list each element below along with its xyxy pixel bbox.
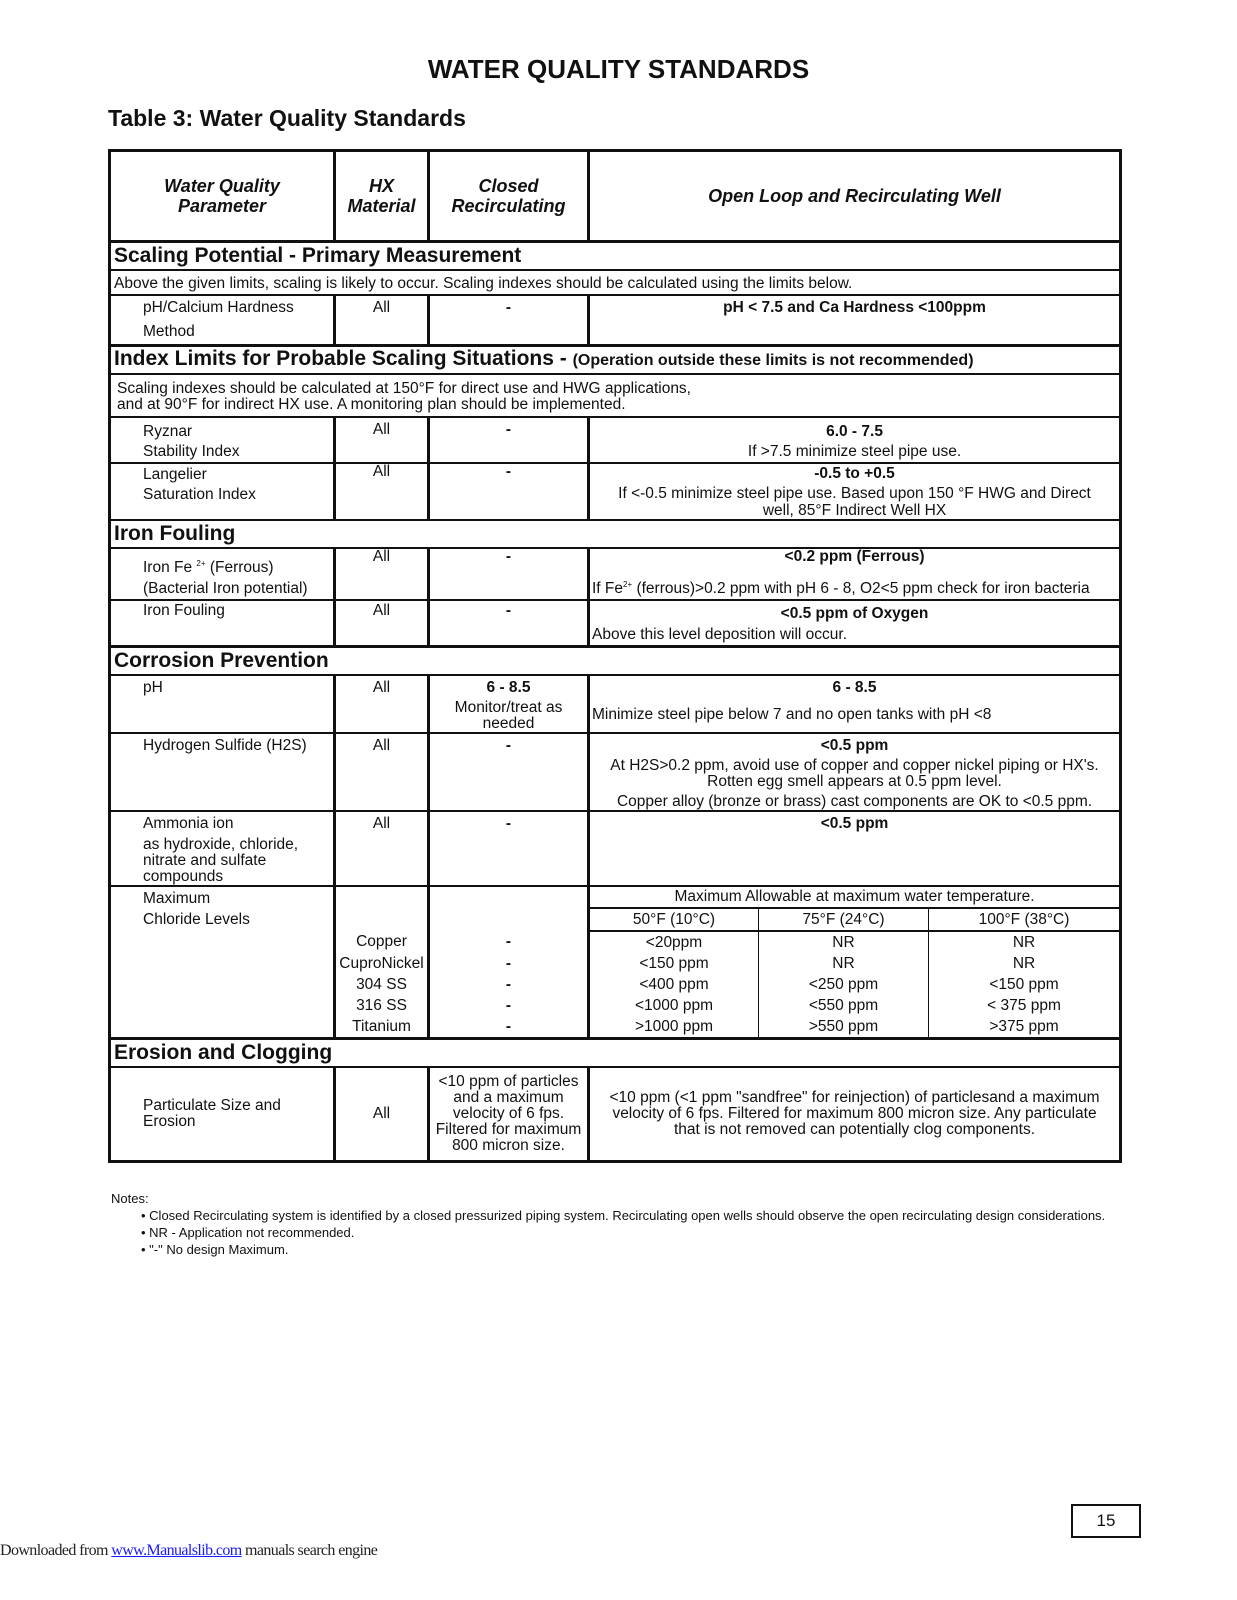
index-note: Scaling indexes should be calculated at 150°F for direct use and HWG applications, and at 90°F for indirect HX use. A monitoring plan should be implemented. xyxy=(110,374,1121,417)
chloride-material: Copper xyxy=(335,931,429,953)
closed-value: - xyxy=(429,548,589,600)
temp-50f: 50°F (10°C) xyxy=(589,908,759,931)
section-heading-iron-fouling: Iron Fouling xyxy=(110,520,1121,548)
chloride-value: < 375 ppm xyxy=(987,996,1061,1014)
table-title: Table 3: Water Quality Standards xyxy=(108,105,466,131)
open-value: pH < 7.5 and Ca Hardness <100ppm xyxy=(589,295,1121,346)
closed-value: - xyxy=(429,811,589,886)
chloride-value: <550 ppm xyxy=(759,995,929,1016)
page-title: WATER QUALITY STANDARDS xyxy=(427,54,810,84)
hx-value: All xyxy=(335,295,429,346)
open-value: <0.5 ppm At H2S>0.2 ppm, avoid use of copper and copper nickel piping or HX's. Rotten egg smell appears at 0.5 ppm level. Copper alloy (bronze or brass) cast components are OK to <0.5 ppm. xyxy=(589,733,1121,811)
closed-value: - xyxy=(429,931,589,953)
closed-value: - xyxy=(429,463,589,520)
table-row xyxy=(110,1016,1121,1039)
manualslib-link[interactable]: www.Manualslib.com xyxy=(111,1542,242,1559)
table-row xyxy=(110,953,1121,974)
header-open-loop: Open Loop and Recirculating Well xyxy=(589,151,1121,242)
closed-value: - xyxy=(429,733,589,811)
chloride-value: <20ppm xyxy=(589,931,759,953)
chloride-value: NR xyxy=(759,953,929,974)
chloride-value: >1000 ppm xyxy=(589,1016,759,1039)
table-row xyxy=(110,974,1121,995)
open-value: <0.5 ppm of Oxygen Above this level deposition will occur. xyxy=(592,605,929,644)
param-iron-fouling: Iron Fouling xyxy=(110,600,335,647)
water-quality-table xyxy=(108,149,1122,1163)
param-h2s: Hydrogen Sulfide (H2S) xyxy=(110,733,335,811)
temp-100f: 100°F (38°C) xyxy=(929,908,1121,931)
notes-heading: Notes: xyxy=(111,1191,149,1206)
param-ammonia: Ammonia ion as hydroxide, chloride, nitrate and sulfate compounds xyxy=(110,811,335,886)
closed-value: - xyxy=(429,1016,589,1039)
closed-value: - xyxy=(429,953,589,974)
param-ph: pH xyxy=(110,675,335,733)
closed-value: - xyxy=(429,600,589,647)
hx-value: All xyxy=(335,417,429,463)
section-heading-index-limits: Index Limits for Probable Scaling Situations - (Operation outside these limits is not recommended) xyxy=(110,346,1121,375)
table-row xyxy=(110,675,1121,733)
param-particulate: Particulate Size and Erosion xyxy=(110,1067,335,1162)
chloride-value: <150 ppm xyxy=(589,953,759,974)
header-parameter: Water Quality Parameter xyxy=(110,151,335,242)
open-value: 6.0 - 7.5 If >7.5 minimize steel pipe use. xyxy=(589,417,1121,463)
chloride-value: <250 ppm xyxy=(759,974,929,995)
param-ryznar: Ryznar Stability Index xyxy=(110,417,335,463)
table-row xyxy=(110,886,1121,908)
chloride-value: >550 ppm xyxy=(759,1016,929,1039)
chloride-value: >375 ppm xyxy=(989,1017,1059,1035)
chloride-value: <1000 ppm xyxy=(589,995,759,1016)
open-value: <0.2 ppm (Ferrous) If $Fe^{2+}$ (ferrous)>0.2 ppm with pH 6 - 8, O2<5 ppm check for iron bacteria xyxy=(589,548,1121,600)
section-heading-scaling: Scaling Potential - Primary Measurement xyxy=(110,242,1121,271)
table-row xyxy=(110,1067,1121,1162)
footer: Downloaded from www.Manualslib.com manuals search engine xyxy=(0,1542,378,1559)
param-chloride: Maximum Chloride Levels xyxy=(110,886,335,931)
table-row xyxy=(110,417,1121,463)
section-heading-corrosion: Corrosion Prevention xyxy=(110,647,1121,676)
chloride-value: <150 ppm xyxy=(989,975,1059,993)
table-header-row xyxy=(110,151,1121,242)
table-row xyxy=(110,295,1121,346)
chloride-value: <400 ppm xyxy=(589,974,759,995)
param-ph-calcium: pH/Calcium Hardness Method xyxy=(110,295,335,346)
chloride-material: Titanium xyxy=(335,1016,429,1039)
open-value: 6 - 8.5 Minimize steel pipe below 7 and no open tanks with pH <8 xyxy=(589,675,1121,733)
closed-value: 6 - 8.5 Monitor/treat as needed xyxy=(429,675,589,733)
closed-value: - xyxy=(429,295,589,346)
param-langelier: Langelier Saturation Index xyxy=(110,463,335,520)
closed-value: <10 ppm of particles and a maximum velocity of 6 fps. Filtered for maximum 800 micron size. xyxy=(429,1067,589,1162)
table-row xyxy=(110,811,1121,886)
open-value: <10 ppm (<1 ppm "sandfree" for reinjection) of particlesand a maximum velocity of 6 fps. Filtered for maximum 800 micron size. Any particulate that is not removed can potentially clog components. xyxy=(609,1089,1100,1139)
chloride-span-header: Maximum Allowable at maximum water temperature. xyxy=(589,886,1121,908)
closed-value: - xyxy=(429,995,589,1016)
chloride-material: CuproNickel xyxy=(335,953,429,974)
closed-value: - xyxy=(429,974,589,995)
note-item: • NR - Application not recommended. xyxy=(141,1225,355,1240)
hx-value: All xyxy=(335,548,429,600)
header-hx-material: HX Material xyxy=(335,151,429,242)
open-value: <0.5 ppm xyxy=(820,815,889,833)
chloride-value: NR xyxy=(759,931,929,953)
table-row xyxy=(110,733,1121,811)
hx-value: All xyxy=(335,600,429,647)
temp-75f: 75°F (24°C) xyxy=(759,908,929,931)
hx-value: All xyxy=(335,1067,429,1162)
table-row xyxy=(110,600,1121,647)
note-item: • "-" No design Maximum. xyxy=(141,1242,289,1257)
chloride-material: 304 SS xyxy=(335,974,429,995)
hx-value: All xyxy=(335,675,429,733)
closed-value: - xyxy=(429,417,589,463)
hx-value: All xyxy=(335,733,429,811)
chloride-material: 316 SS xyxy=(335,995,429,1016)
page-number: 15 xyxy=(1071,1504,1141,1538)
table-row xyxy=(110,548,1121,600)
hx-value: All xyxy=(335,811,429,886)
table-row xyxy=(110,463,1121,520)
note-item: • Closed Recirculating system is identified by a closed pressurized piping system. Recirculating open wells should observe the open recirculating design considerations. xyxy=(141,1208,1106,1223)
section-heading-erosion: Erosion and Clogging xyxy=(110,1039,1121,1068)
param-iron-fe: Iron Fe $^{2+}$ (Ferrous) (Bacterial Iron potential) xyxy=(110,548,335,600)
scaling-note: Above the given limits, scaling is likely to occur. Scaling indexes should be calculated using the limits below. xyxy=(110,270,1121,295)
open-value: -0.5 to +0.5 If <-0.5 minimize steel pipe use. Based upon 150 °F HWG and Direct well, 85°F Indirect Well HX xyxy=(589,463,1121,520)
notes xyxy=(111,1190,1105,1258)
hx-value: All xyxy=(335,463,429,520)
table-row xyxy=(110,931,1121,953)
table-row xyxy=(110,995,1121,1016)
header-closed-recirculating: Closed Recirculating xyxy=(429,151,589,242)
chloride-value: NR xyxy=(1012,954,1036,972)
chloride-value: NR xyxy=(1012,933,1036,951)
